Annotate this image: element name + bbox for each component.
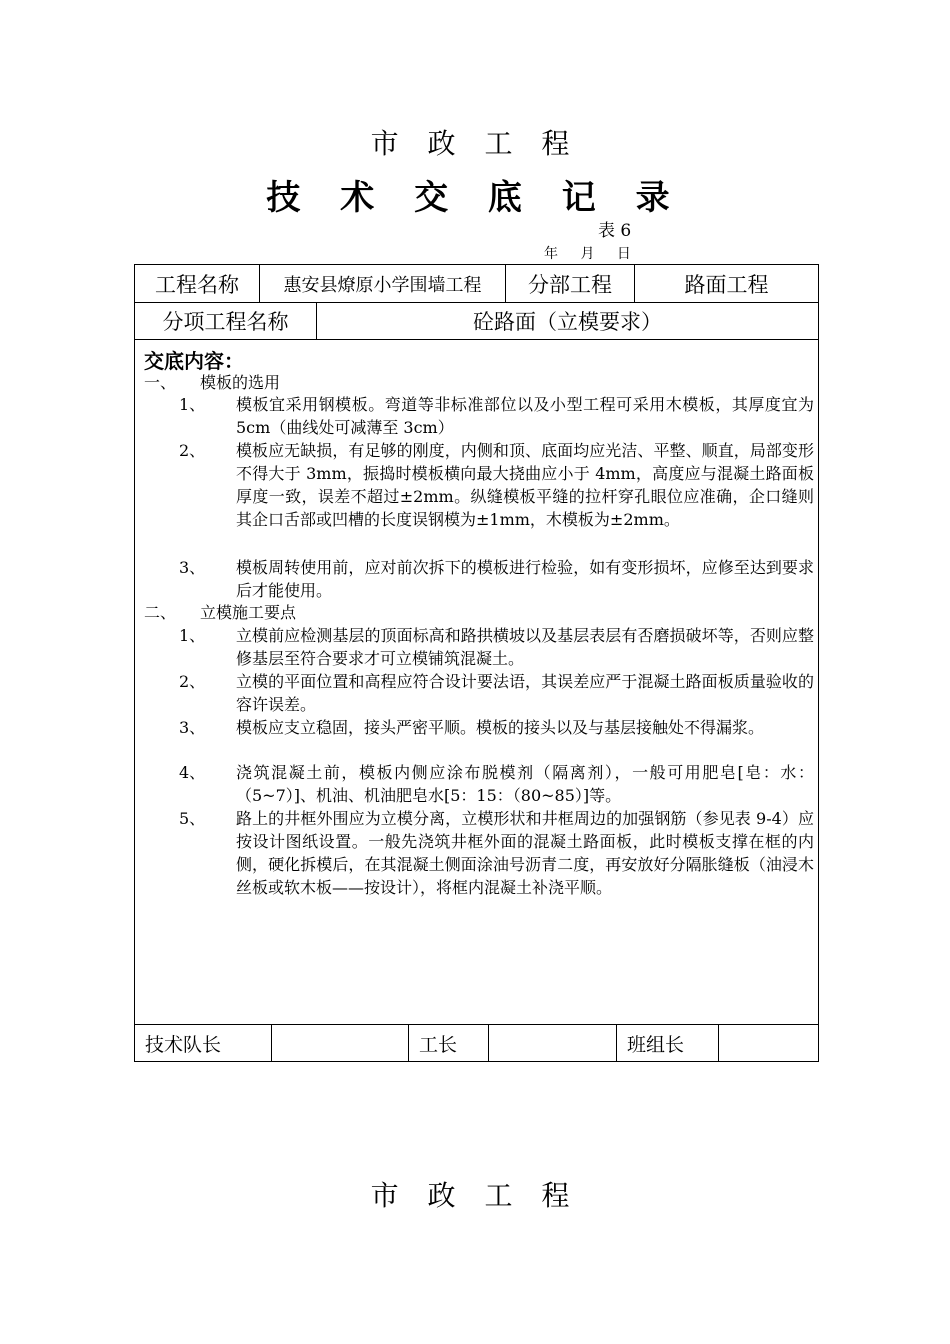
item-text: 模板周转使用前，应对前次拆下的模板进行检验，如有变形损坏，应修至达到要求后才能使用。 xyxy=(236,558,814,600)
record-title: 技 术 交 底 记 录 xyxy=(266,178,684,218)
item-number: 3、 xyxy=(179,558,206,577)
item-number: 3、 xyxy=(179,718,206,737)
section-number: 一、 xyxy=(144,373,177,392)
project-name-value: 惠安县燎原小学围墙工程 xyxy=(260,265,506,302)
item-text: 立模前应检测基层的顶面标高和路拱横坡以及基层表层有否磨损破坏等，否则应整修基层至符合要求才可立模铺筑混凝土。 xyxy=(236,626,814,668)
item-text: 模板应无缺损，有足够的刚度，内侧和顶、底面均应光洁、平整、顺直，局部变形不得大于 3mm，振捣时模板横向最大挠曲应小于 4mm，高度应与混凝土路面板厚度一致，误差不超过±2mm。纵缝模板平缝的拉杆穿孔眼位应准确，企口缝则其企口舌部或凹槽的长度误钢模为±1mm，木模板为±2mm。 xyxy=(236,441,814,529)
section-number: 二、 xyxy=(144,603,177,622)
item-number: 2、 xyxy=(179,441,206,460)
tech-lead-signature-field[interactable] xyxy=(272,1025,409,1061)
item-number: 1、 xyxy=(179,626,206,645)
content-area xyxy=(135,340,818,1024)
division-label: 分部工程 xyxy=(506,265,635,302)
project-info-row xyxy=(135,265,818,303)
footer-category-title: 市 政 工 程 xyxy=(370,1179,580,1212)
subitem-label: 分项工程名称 xyxy=(135,303,317,339)
form-number: 表 6 xyxy=(598,221,632,241)
foreman-label: 工长 xyxy=(409,1025,489,1061)
section-heading xyxy=(144,372,280,394)
foreman-signature-field[interactable] xyxy=(489,1025,617,1061)
project-name-label: 工程名称 xyxy=(135,265,260,302)
team-leader-label: 班组长 xyxy=(617,1025,719,1061)
subitem-row xyxy=(135,303,818,340)
record-table xyxy=(134,264,819,1062)
section-heading xyxy=(144,602,296,624)
team-leader-signature-field[interactable] xyxy=(719,1025,818,1061)
page-category-title: 市 政 工 程 xyxy=(370,127,580,160)
division-value: 路面工程 xyxy=(684,272,769,297)
item-text: 模板宜采用钢模板。弯道等非标准部位以及小型工程可采用木模板，其厚度宜为 5cm（曲线处可减薄至 3cm） xyxy=(236,395,814,437)
item-text: 立模的平面位置和高程应符合设计要法语，其误差应严于混凝土路面板质量验收的容许误差。 xyxy=(236,672,814,714)
item-text: 路上的井框外围应为立模分离，立模形状和井框周边的加强钢筋（参见表 9-4）应按设计图纸设置。一般先浇筑井框外面的混凝土路面板，此时模板支撑在框的内侧，硬化拆模后，在其混凝土侧面涂油号沥青二度，再安放好分隔胀缝板（油浸木丝板或软木板——按设计），将框内混凝土补浇平顺。 xyxy=(236,809,814,897)
item-number: 1、 xyxy=(179,395,206,414)
date-line: 年 月 日 xyxy=(544,246,635,262)
item-number: 4、 xyxy=(179,763,206,782)
item-number: 5、 xyxy=(179,809,206,828)
section-title: 立模施工要点 xyxy=(200,603,297,622)
item-text: 模板应支立稳固，接头严密平顺。模板的接头以及与基层接触处不得漏浆。 xyxy=(236,718,765,737)
item-text: 浇筑混凝土前，模板内侧应涂布脱模剂（隔离剂），一般可用肥皂[皂：水：（5~7）]、机油、机油肥皂水[5：15：（80~85）]等。 xyxy=(236,763,814,805)
subitem-value: 砼路面（立模要求） xyxy=(473,310,662,334)
tech-lead-label: 技术队长 xyxy=(135,1025,272,1061)
section-title: 模板的选用 xyxy=(200,373,281,392)
signature-row xyxy=(135,1024,818,1061)
item-number: 2、 xyxy=(179,672,206,691)
content-heading: 交底内容： xyxy=(144,349,244,373)
